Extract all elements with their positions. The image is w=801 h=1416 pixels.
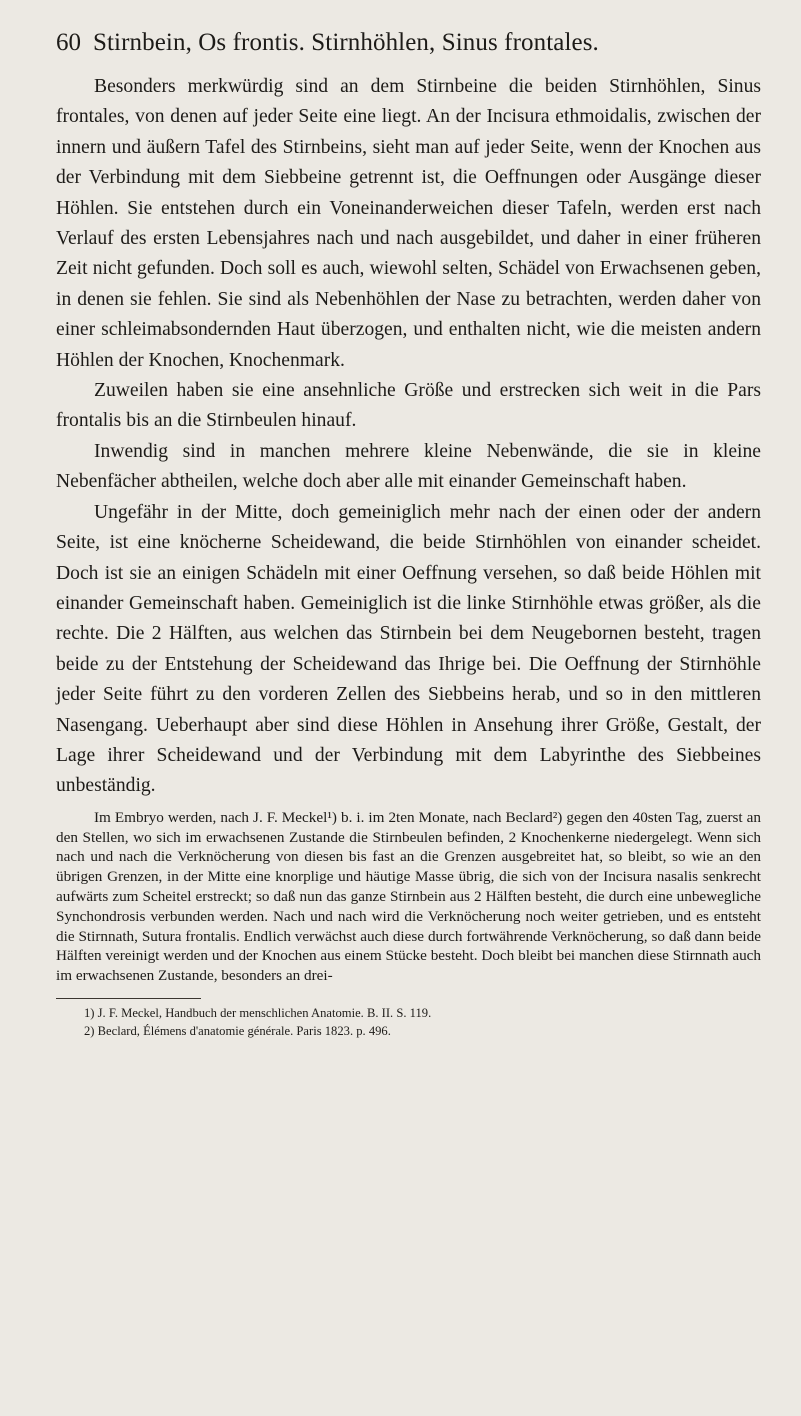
footnote-divider	[56, 998, 201, 999]
small-print-section	[56, 808, 761, 986]
footnotes	[56, 1004, 761, 1040]
running-title: Stirnbein, Os frontis. Stirnhöhlen, Sinus frontales.	[93, 29, 599, 56]
main-text	[56, 72, 761, 802]
footnote-1: 1) J. F. Meckel, Handbuch der menschlichen Anatomie. B. II. S. 119.	[84, 1005, 432, 1020]
paragraph-2: Zuweilen haben sie eine ansehnliche Größe und erstrecken sich weit in die Pars frontalis bis an die Stirnbeulen hinauf.	[56, 380, 761, 432]
footnote-2: 2) Beclard, Élémens d'anatomie générale. Paris 1823. p. 496.	[84, 1023, 391, 1038]
page-number: 60	[56, 29, 81, 56]
paragraph-1: Besonders merkwürdig sind an dem Stirnbeine die beiden Stirnhöhlen, Sinus frontales, von denen auf jeder Seite eine liegt. An der Incisura ethmoidalis, zwischen der innern und äußern Tafel des Stirnbeins, sieht man auf jeder Seite, wenn der Knochen aus der Verbindung mit dem Siebbeine getrennt ist, die Oeffnungen oder Ausgänge dieser Höhlen. Sie entstehen durch ein Voneinanderweichen dieser Tafeln, werden erst nach Verlauf des ersten Lebensjahres nach und nach ausgebildet, und daher in einer früheren Zeit nicht gefunden. Doch soll es auch, wiewohl selten, Schädel von Erwachsenen geben, in denen sie fehlen. Sie sind als Nebenhöhlen der Nase zu betrachten, werden daher von einer schleimabsondernden Haut überzogen, und enthalten nicht, wie die meisten andern Höhlen der Knochen, Knochenmark.	[56, 76, 761, 371]
page-header	[56, 28, 761, 58]
paragraph-4: Ungefähr in der Mitte, doch gemeiniglich mehr nach der einen oder der andern Seite, ist eine knöcherne Scheidewand, die beide Stirnhöhlen von einander scheidet. Doch ist sie an einigen Schädeln mit einer Oeffnung versehen, so daß beide Höhlen mit einander Gemeinschaft haben. Gemeiniglich ist die linke Stirnhöhle etwas größer, als die rechte. Die 2 Hälften, aus welchen das Stirnbein bei dem Neugebornen besteht, tragen beide zu der Entstehung der Scheidewand das Ihrige bei. Die Oeffnung der Stirnhöhle jeder Seite führt zu den vorderen Zellen des Siebbeins herab, und so in den mittleren Nasengang. Ueberhaupt aber sind diese Höhlen in Ansehung ihrer Größe, Gestalt, der Lage ihrer Scheidewand und der Verbindung mit dem Labyrinthe des Siebbeines unbeständig.	[56, 501, 761, 797]
paragraph-3: Inwendig sind in manchen mehrere kleine Nebenwände, die sie in kleine Nebenfächer abtheilen, welche doch aber alle mit einander Gemeinschaft haben.	[56, 440, 761, 493]
small-print-paragraph: Im Embryo werden, nach J. F. Meckel¹) b. i. im 2ten Monate, nach Beclard²) gegen den 40sten Tag, zuerst an den Stellen, wo sich im erwachsenen Zustande die Stirnbeulen befinden, 2 Knochenkerne niedergelegt. Wenn sich nach und nach die Verknöcherung von diesen bis fast an die Grenzen ausgebreitet hat, so bleibt, so wie an den übrigen Grenzen, in der Mitte eine knorplige und häutige Masse übrig, die sich von der Incisura nasalis senkrecht aufwärts zum Scheitel erstreckt; so daß nun das ganze Stirnbein aus 2 Hälften besteht, die durch eine unbewegliche Synchondrosis verbunden werden. Nach und nach wird die Verknöcherung noch weiter getrieben, und es entsteht die Stirnnath, Sutura frontalis. Endlich verwächst auch diese durch fortwährende Verknöcherung, so daß dann beide Hälften vereinigt werden und der Knochen aus einem Stücke besteht. Doch bleibt bei manchen diese Stirnnath auch im erwachsenen Zustande, besonders an drei-	[56, 808, 761, 985]
